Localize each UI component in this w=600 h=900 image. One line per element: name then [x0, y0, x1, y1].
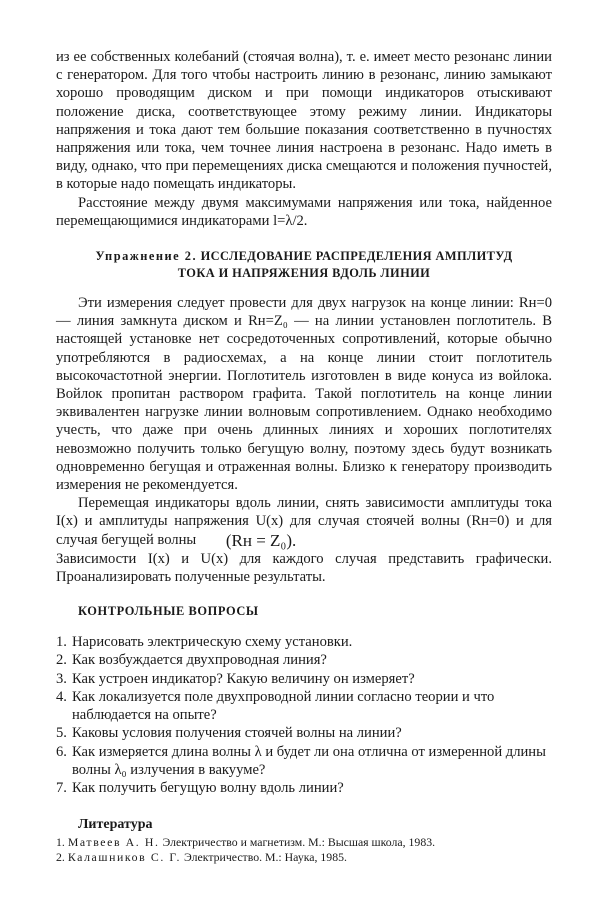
- reference-item: 2. Калашников С. Г. Электричество. М.: Наука, 1985.: [56, 850, 347, 865]
- questions-title: КОНТРОЛЬНЫЕ ВОПРОСЫ: [78, 604, 259, 619]
- questions-list: [56, 633, 552, 797]
- question-item: 2. Как возбуждается двухпроводная линия?: [56, 652, 327, 669]
- question-item: 1. Нарисовать электрическую схему установки.: [56, 634, 353, 651]
- paragraph-1: из ее собственных колебаний (стоячая волна), т. е. имеет место резонанс линии с генератором. Для того чтобы настроить линию в резонанс, линию замыкают хорошо проводящим диском и при помощи индикаторов отыскивают положение диска, соответствующее этому режиму линии. Индикаторы напряжения и тока дают тем большие показания соответственно в пучностях напряжения или тока, чем точнее линия настроена в резонанс. Надо иметь в виду, однако, что при перемещениях диска смещаются и положения пучностей, в которые надо помещать индикаторы.: [56, 49, 552, 193]
- formula-matched-load: (Rн = Z₀).: [225, 530, 297, 550]
- paragraph-4-text: Перемещая индикаторы вдоль линии, снять зависимости амплитуды тока I(x) и амплитуды напряжения U(x) для случая стоячей волны (Rн=0) и для случая бегущей волны: [56, 495, 552, 548]
- exercise-title-line1: ИССЛЕДОВАНИЕ РАСПРЕДЕЛЕНИЯ АМПЛИТУД: [200, 249, 513, 264]
- question-item: 4. Как локализуется поле двухпроводной линии согласно теории и что наблюдается на опыте?: [56, 688, 495, 724]
- question-item: 3. Как устроен индикатор? Какую величину он измеряет?: [56, 670, 415, 687]
- literature-title: Литература: [78, 817, 153, 833]
- reference-source: Электричество и магнетизм. М.: Высшая школа, 1983.: [162, 835, 436, 850]
- paragraph-3: Эти измерения следует провести для двух нагрузок на конце линии: Rн=0 — линия замкнута диском и Rн=Z₀ — на линии установлен поглотитель. В настоящей установке нет сосредоточенных сопротивлений, которые обычно употребляются в радиосхемах, а на конце линии стоит поглотитель высокочастотной энергии. Поглотитель изготовлен в виде конуса из войлока. Войлок пропитан раствором графита. Такой поглотитель на конце линии эквивалентен нагрузке линии волновым сопротивлением. Однако необходимо учесть, что даже при очень длинных линиях и хороших поглотителях невозможно получить только бегущую волну, поэтому здесь будут возникать одновременно бегущая и отраженная волны. Близко к генератору производить измерения не рекомендуется.: [56, 295, 552, 494]
- exercise-heading: [56, 248, 552, 282]
- paragraph-4: [56, 494, 552, 550]
- question-item: 7. Как получить бегущую волну вдоль линии?: [56, 779, 344, 796]
- paragraph-2: Расстояние между двумя максимумами напряжения или тока, найденное перемещающимися индикаторами l=λ/2.: [56, 194, 552, 229]
- reference-source: Электричество. М.: Наука, 1985.: [184, 850, 347, 865]
- exercise-heading-line1: [56, 248, 552, 265]
- exercise-title-line2: ТОКА И НАПРЯЖЕНИЯ ВДОЛЬ ЛИНИИ: [177, 266, 431, 281]
- paragraph-5: Зависимости I(x) и U(x) для каждого случая представить графически. Проанализировать полученные результаты.: [56, 550, 552, 586]
- question-item: 5. Каковы условия получения стоячей волны на линии?: [56, 725, 402, 742]
- reference-author: Калашников С. Г.: [67, 850, 182, 865]
- reference-author: Матвеев А. Н.: [67, 835, 160, 850]
- exercise-label: Упражнение 2.: [95, 249, 198, 264]
- literature-list: [56, 835, 552, 865]
- question-item: 6. Как измеряется длина волны λ и будет ли она отлична от измеренной длины волны λ₀ излучения в вакууме?: [56, 743, 546, 778]
- reference-item: 1. Матвеев А. Н. Электричество и магнетизм. М.: Высшая школа, 1983.: [56, 835, 436, 850]
